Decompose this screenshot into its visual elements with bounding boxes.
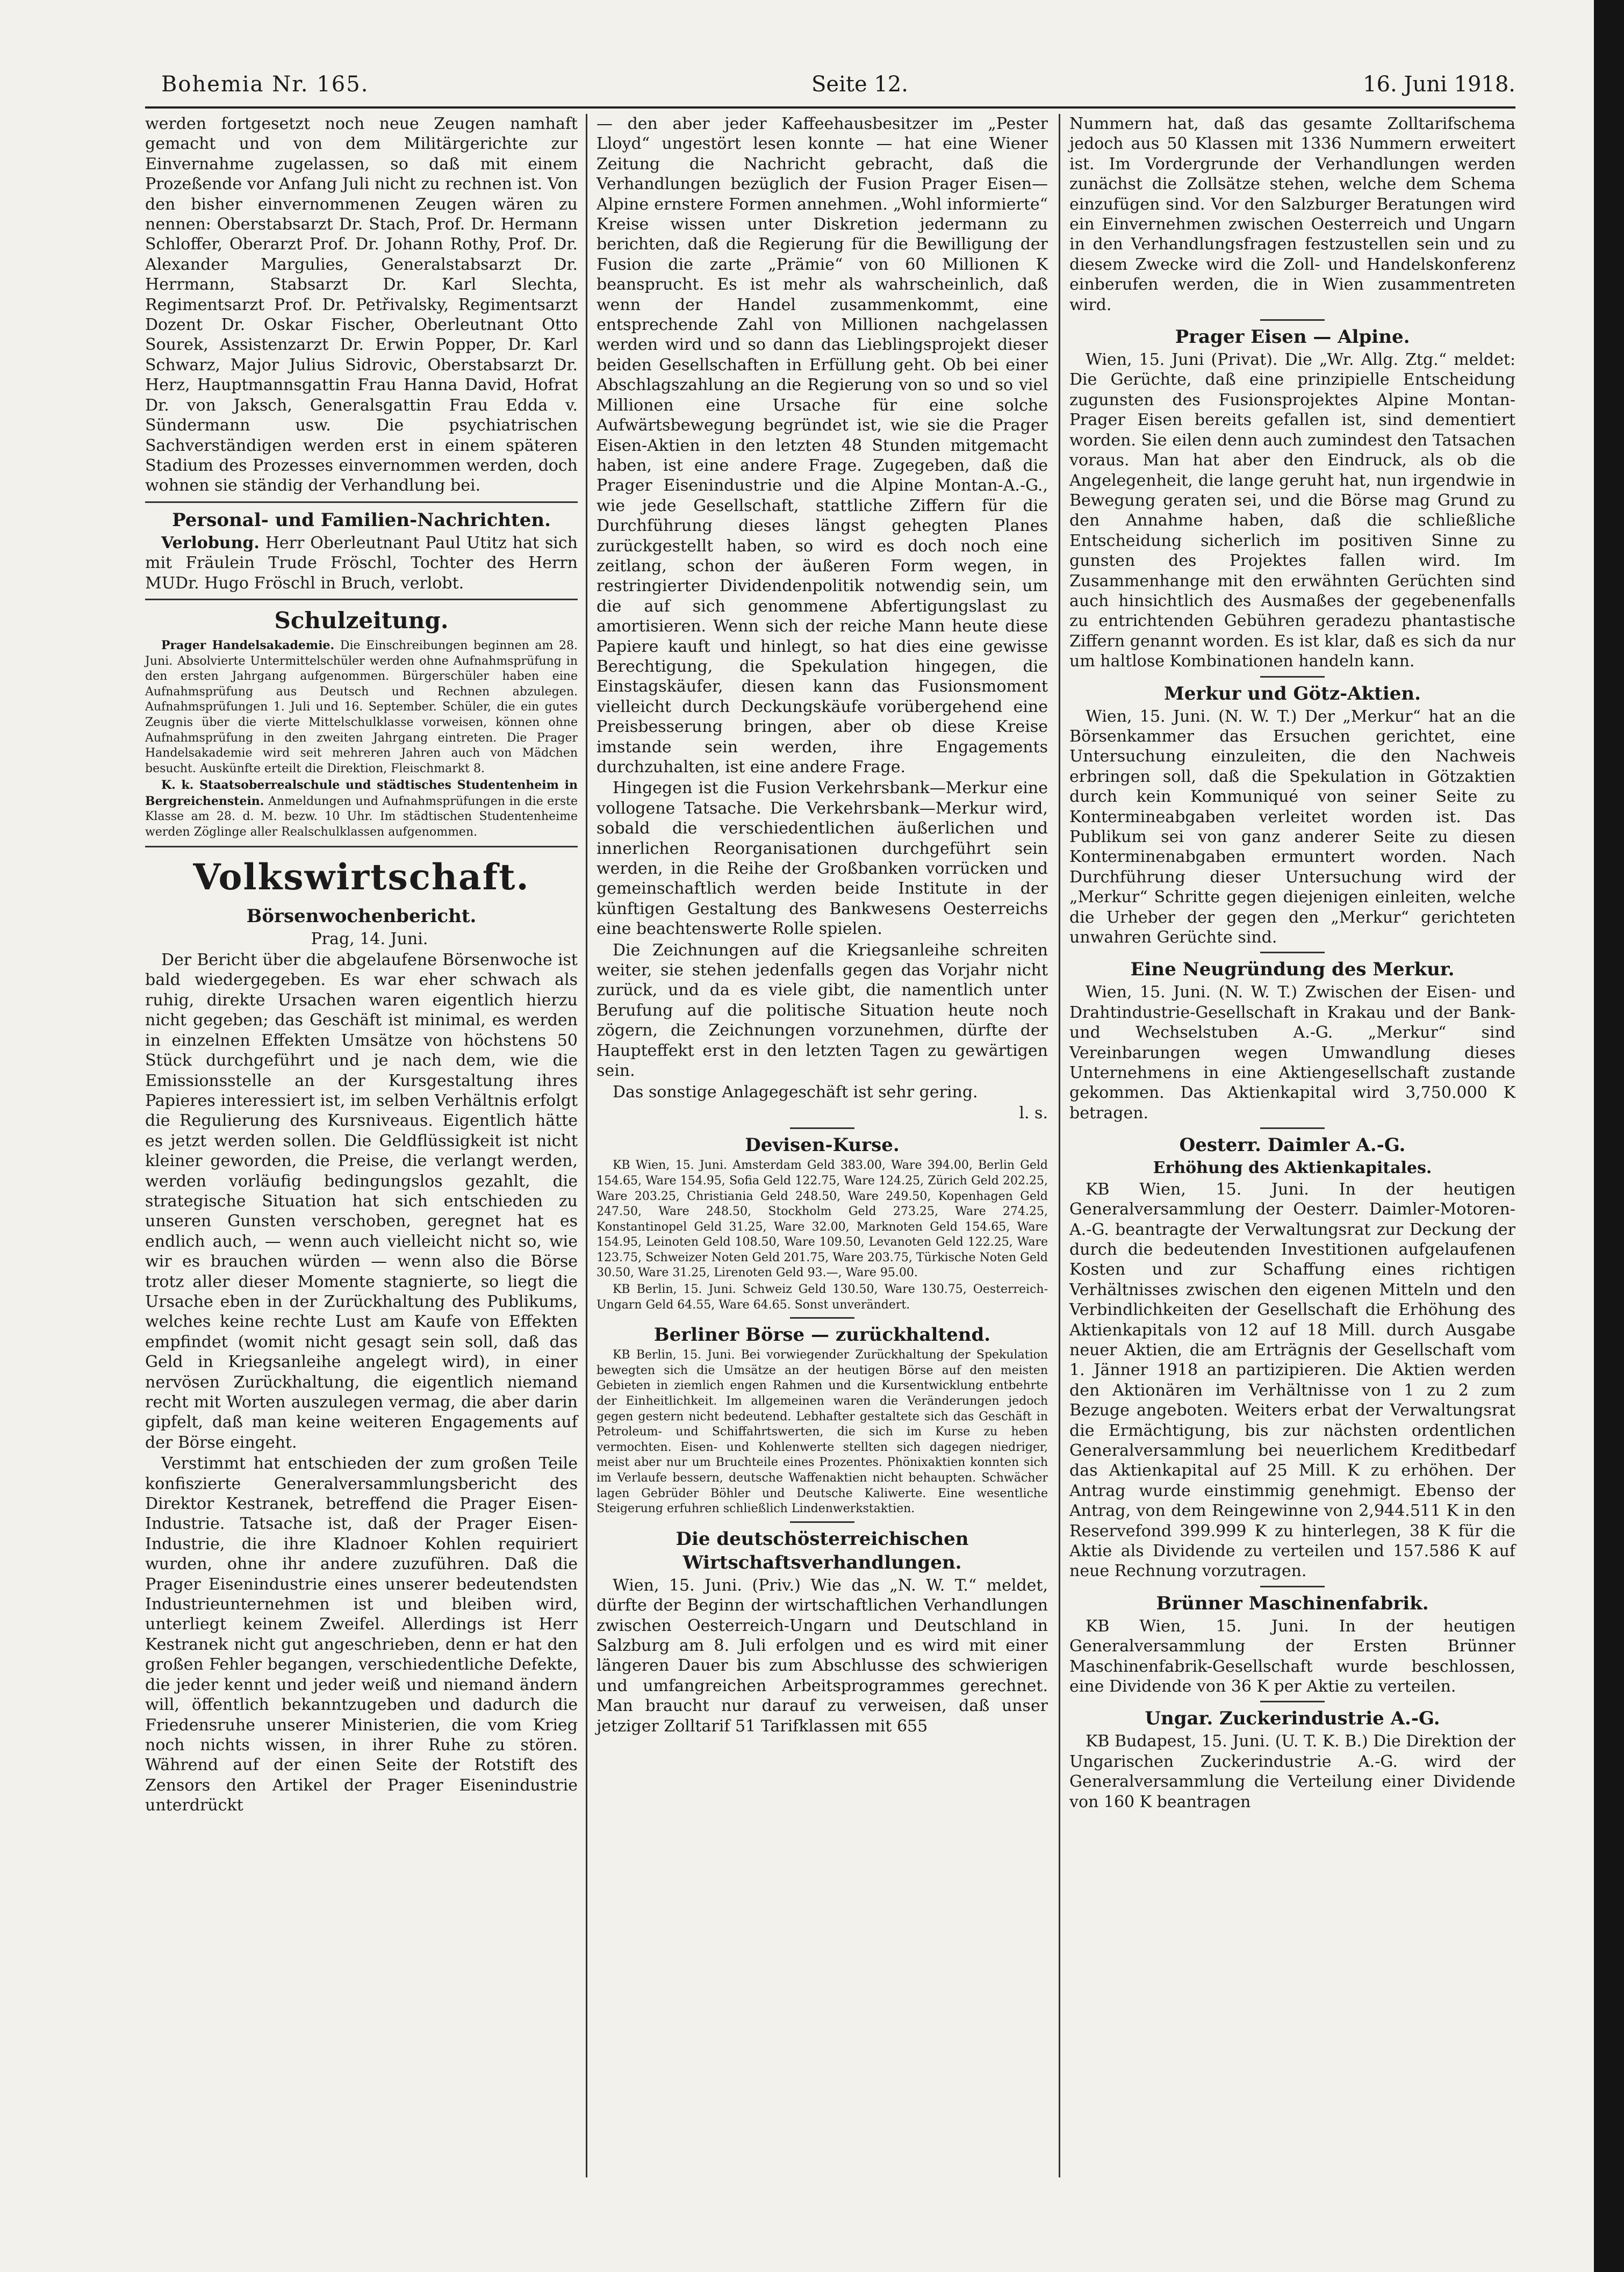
column-2 bbox=[597, 114, 1048, 1737]
news-item bbox=[145, 638, 578, 776]
article-heading: Devisen-Kurse. bbox=[745, 1134, 900, 1156]
article-text: KB Berlin, 15. Juni. Bei vorwiegender Zurückhaltung der Spekulation bewegten sich die Umsätze an der heutigen Börse auf den meisten Gebieten in ziemlich engen Rahmen und die Kursentwicklung entbehrte der Einheitlichkeit. Im allgemeinen waren die Veränderungen jedoch gegen gestern nicht bedeutend. Lebhafter gestaltete sich das Geschäft in Petroleum- und Schiffahrtswerten, die sich im Kurse zu heben vermochten. Eisen- und Kohlenwerte stellten sich dagegen niedriger, meist aber nur um Bruchteile eines Prozentes. Phönixaktien konnten sich im Verlaufe bessern, deutsche Waffenaktien nicht behaupten. Schwächer lagen Gebrüder Böhler und Deutsche Kaliwerte. Eine wesentliche Steigerung erfuhren schließlich Lindenwerkstaktien. bbox=[597, 1348, 1048, 1516]
signature: l. s. bbox=[1019, 1103, 1048, 1123]
article-heading: Die deutschösterreichischen Wirtschaftsverhandlungen. bbox=[676, 1528, 969, 1573]
item-text: Herr Oberleutnant Paul Utitz hat sich mit Fräulein Trude Fröschl, Tochter des Herrn MUDr. Hugo Fröschl in Bruch, verlobt. bbox=[145, 533, 578, 593]
article-subheading: Erhöhung des Aktienkapitales. bbox=[1153, 1159, 1432, 1178]
masthead-issue: Bohemia Nr. 165. bbox=[161, 72, 369, 97]
article-text: Der Bericht über die abgelaufene Börsenwoche ist bald wiedergegeben. Es war eher schwach als ruhig, direkte Ursachen waren eigentlich hierzu nicht gegeben; das Geschäft ist minimal, es werden in einzelnen Effekten Umsätze von höchstens 50 Stück durchgeführt und je nach dem, wie die Emissionsstelle an der Kursgestaltung ihres Papieres interessiert ist, im selben Verhältnis erfolgt die Regulierung des Kursniveaus. Eigentlich hätte es jetzt werden sollen. Die Geldflüssigkeit ist nicht kleiner geworden, die Preise, die verlangt werden, werden vorläufig bedingungslos gezahlt, die strategische Situation hat sich entschieden zu unseren Gunsten verschoben, geregnet hat es endlich auch, — wenn auch vielleicht nicht so, wie wir es brauchen würden — wenn also die Börse trotz aller dieser Momente stagnierte, so liegt die Ursache eben in der Zurückhaltung des Publikums, welches keine rechte Lust am Kaufe von Effekten empfindet (womit nicht gesagt sein soll, daß das Geld in Kriegsanleihe angelegt wird), in einer nervösen Zurückhaltung, die eigentlich niemand recht mit Worten auszulegen vermag, die aber darin gipfelt, daß man keine weiteren Engagements auf der Börse eingeht. bbox=[145, 951, 578, 1452]
item-label: K. k. Staatsoberrealschule und städtisches Studentenheim in Bergreichenstein. bbox=[145, 778, 578, 808]
article-text: KB Wien, 15. Juni. In der heutigen Generalversammlung der Ersten Brünner Maschinenfabrik-Gesellschaft wurde beschlossen, eine Dividende von 36 K per Aktie zu verteilen. bbox=[1069, 1616, 1515, 1696]
section-rule bbox=[145, 501, 578, 503]
item-label: Verlobung. bbox=[161, 533, 260, 552]
column-divider bbox=[586, 114, 587, 2177]
item-text: Die Einschreibungen beginnen am 28. Juni. Absolvierte Untermittelschüler werden ohne Aufnahmsprüfung in den ersten Jahrgang aufgenommen. Bürgerschüler haben eine Aufnahmsprüfung aus Deutsch und Rechnen abzulegen. Aufnahmsprüfungen 1. Juli und 16. September. Schüler, die ein gutes Zeugnis über die vierte Mittelschulklasse vorweisen, können ohne Aufnahmsprüfung in den zweiten Jahrgang eintreten. Die Prager Handelsakademie wird seit mehreren Jahren auch von Mädchen besucht. Auskünfte erteilt die Direktion, Fleischmarkt 8. bbox=[145, 638, 578, 775]
column-1 bbox=[145, 114, 578, 1817]
article-text: Wien, 15. Juni. (N. W. T.) Der „Merkur“ hat an die Börsenkammer das Ersuchen gerichtet, eine Untersuchung einzuleiten, die den Nachweis erbringen soll, daß die Spekulation in Götzaktien durch kein Kommuniqué von seiner Seite zu Kontermineabgaben verleitet worden ist. Das Publikum sei von ganz anderer Seite zu diesen Konterminenabgaben ermuntert worden. Nach Durchführung dieser Untersuchung wird der „Merkur“ Schritte gegen diejenigen einleiten, welche die Urheber der gegen den „Merkur“ gerichteten unwahren Gerüchte sind. bbox=[1069, 707, 1515, 947]
article-text: Wien, 15. Juni. (N. W. T.) Zwischen der Eisen- und Drahtindustrie-Gesellschaft in Krakau und der Bank- und Wechselstuben A.-G. „Merkur“ sind Vereinbarungen wegen Umwandlung dieses Unternehmens in eine Aktiengesellschaft zustande gekommen. Das Aktienkapital wird 3,750.000 K betragen. bbox=[1069, 983, 1515, 1123]
section-rule bbox=[790, 1127, 854, 1129]
section-heading: Personal- und Familien-Nachrichten. bbox=[172, 509, 551, 531]
section-rule bbox=[145, 846, 578, 847]
column-3 bbox=[1069, 114, 1515, 1813]
page-number: Seite 12. bbox=[811, 72, 908, 97]
page-date: 16. Juni 1918. bbox=[1363, 72, 1515, 97]
section-heading: Volkswirtschaft. bbox=[193, 855, 530, 898]
section-rule bbox=[1260, 1127, 1325, 1129]
article-heading: Brünner Maschinenfabrik. bbox=[1156, 1592, 1429, 1614]
article-heading: Ungar. Zuckerindustrie A.-G. bbox=[1145, 1708, 1440, 1730]
section-rule bbox=[1260, 319, 1325, 321]
section-rule bbox=[145, 599, 578, 600]
article-text: Das sonstige Anlagegeschäft ist sehr gering. bbox=[613, 1082, 978, 1102]
news-item bbox=[145, 533, 578, 593]
article-text: Wien, 15. Juni. (Priv.) Wie das „N. W. T.“ meldet, dürfte der Beginn der wirtschaftlichen Verhandlungen zwischen Oesterreich-Ungarn und Deutschland in Salzburg am 8. Juli erfolgen und es wird mit einer längeren Dauer bis zum Abschlusse des schwierigen und umfangreichen Arbeitsprogrammes gerechnet. Man braucht nur darauf zu verweisen, daß unser jetziger Zolltarif 51 Tarifklassen mit 655 bbox=[597, 1576, 1048, 1736]
article-text: Die Zeichnungen auf die Kriegsanleihe schreiten weiter, sie stehen jedenfalls gegen das Vorjahr nicht zurück, und da es viele gibt, die namentlich unter Berufung auf die politische Situation heute noch zögern, die Zeichnungen vorzunehmen, dürfte der Haupteffekt erst in den letzten Tagen zu gewärtigen sein. bbox=[597, 940, 1048, 1081]
header-rule bbox=[145, 106, 1515, 109]
article-text: Verstimmt hat entschieden der zum großen Teile konfiszierte Generalversammlungsbericht des Direktor Kestranek, betreffend die Prager Eisen-Industrie. Tatsache ist, daß der Prager Eisen-Industrie, die ihre Kladnoer Kohlen requiriert wurden, ohne ihr andere zuzuführen. Daß die Prager Eisenindustrie eines unserer bedeutendsten Industrieunternehmen ist und bleiben wird, unterliegt keinem Zweifel. Allerdings ist Herr Kestranek nicht gut angeschrieben, denn er hat den großen Fehler begangen, verschiedentliche Defekte, die jeder kennt und jeder weiß und niemand ändern will, öffentlich bekanntzugeben und dadurch die Friedensruhe unserer Ministerien, die vom Krieg noch nichts wissen, in ihrer Ruhe zu stören. Während auf der einen Seite der Rotstift des Zensors den Artikel der Prager Eisenindustrie unterdrückt bbox=[145, 1454, 578, 1815]
article-text: KB Berlin, 15. Juni. Schweiz Geld 130.50, Ware 130.75, Oesterreich-Ungarn Geld 64.55, Ware 64.65. Sonst unverändert. bbox=[597, 1283, 1048, 1312]
news-item bbox=[145, 778, 578, 840]
article-heading: Eine Neugründung des Merkur. bbox=[1130, 959, 1455, 981]
article-text: KB Wien, 15. Juni. In der heutigen Generalversammlung der Oesterr. Daimler-Motoren-A.-G. beantragte der Verwaltungsrat zur Deckung der durch die bedeutenden Investitionen aufgelaufenen Kosten und zur Schaffung eines richtigen Verhältnisses zwischen den eigenen Mitteln und den Verbindlichkeiten der Gesellschaft die Erhöhung des Aktienkapitals von 12 auf 18 Mill. durch Ausgabe neuer Aktien, die am Erträgnis der Gesellschaft vom 1. Jänner 1918 an partizipieren. Die Aktien werden den Aktionären im Verhältnisse von 1 zu 2 zum Bezuge angeboten. Weiters erbat der Verwaltungsrat die Ermächtigung, bis zur nächsten ordentlichen Generalversammlung bei neuerlichem Kreditbedarf das Aktienkapital auf 25 Mill. K zu erhöhen. Der Antrag wurde einstimmig genehmigt. Ebenso der Antrag, von dem Reingewinne von 2,944.511 K in den Reservefond 399.999 K zu hinterlegen, 38 K für die Aktie als Dividende zu verteilen und 157.586 K auf neue Rechnung vorzutragen. bbox=[1069, 1180, 1515, 1581]
section-rule bbox=[1260, 1701, 1325, 1702]
newspaper-page bbox=[129, 64, 1515, 2203]
article-text: KB Wien, 15. Juni. Amsterdam Geld 383.00, Ware 394.00, Berlin Geld 154.65, Ware 154.95, Sofia Geld 122.75, Ware 124.25, Zürich Geld 202.25, Ware 203.25, Christiania Geld 248.50, Ware 249.50, Kopenhagen Geld 247.50, Ware 248.50, Stockholm Geld 273.25, Ware 274.25, Konstantinopel Geld 31.25, Ware 32.00, Marknoten Geld 154.65, Ware 154.95, Leinoten Geld 108.50, Ware 109.50, Levanoten Geld 122.25, Ware 123.75, Schweizer Noten Geld 201.75, Ware 203.75, Türkische Noten Geld 30.50, Ware 31.25, Lirenoten Geld 93.—, Ware 95.00. bbox=[597, 1159, 1048, 1280]
item-text: Anmeldungen und Aufnahmsprüfungen in die erste Klasse am 28. d. M. bezw. 10 Uhr. Im städtischen Studentenheime werden Zöglinge aller Realschulklassen aufgenommen. bbox=[145, 794, 578, 839]
item-label: Prager Handelsakademie. bbox=[161, 638, 335, 652]
article-text: Wien, 15. Juni (Privat). Die „Wr. Allg. Ztg.“ meldet: Die Gerüchte, daß eine prinzipielle Entscheidung zugunsten des Fusionsprojektes Alpine Montan-Prager Eisen bereits gefallen ist, sind dementiert worden. Sie eilen denn auch zumindest den Tatsachen voraus. Man hat aber den Eindruck, als ob die Angelegenheit, die lange geruht hat, nun irgendwie in Bewegung geraten sei, und die Börse mag Grund zu den Annahme haben, daß die schließliche Entscheidung sicherlich im positiven Sinne zu gunsten des Projektes fallen wird. Im Zusammenhange mit den erwähnten Gerüchten sind auch hinsichtlich des Ausmaßes der gegebenenfalls zu entrichtenden Gebühren geradezu phantastische Ziffern genannt worden. Es ist klar, daß es sich da nur um haltlose Kombinationen handeln kann. bbox=[1069, 350, 1515, 671]
article-heading: Merkur und Götz-Aktien. bbox=[1164, 682, 1421, 704]
article-text: Nummern hat, daß das gesamte Zolltarifschema jedoch aus 50 Klassen mit 1336 Nummern erweitert ist. Im Vordergrunde der Verhandlungen werden zunächst die Zollsätze stehen, welche dem Schema einzufügen sind. Vor den Salzburger Beratungen wird ein Einvernehmen zwischen Oesterreich und Ungarn in den Verhandlungsfragen festzustellen sein und zu diesem Zwecke wird die Zoll- und Handelskonferenz einberufen werden, die in Wien zusammentreten wird. bbox=[1069, 114, 1515, 314]
section-rule bbox=[790, 1521, 854, 1523]
article-heading: Prager Eisen — Alpine. bbox=[1175, 326, 1410, 348]
dateline: Prag, 14. Juni. bbox=[311, 929, 428, 948]
section-rule bbox=[1260, 676, 1325, 678]
page-header bbox=[129, 64, 1515, 102]
column-divider bbox=[1059, 114, 1060, 2177]
article-text: — den aber jeder Kaffeehausbesitzer im „Pester Lloyd“ ungestört lesen konnte — hat eine Wiener Zeitung die Nachricht gebracht, daß die Verhandlungen bezüglich der Fusion Prager Eisen—Alpine ernstere Formen annehmen. „Wohl informierte“ Kreise wissen unter Diskretion jedermann zu berichten, daß die Regierung für die Bewilligung der Fusion die zarte „Prämie“ von 60 Millionen K beansprucht. Es ist mehr als wahrscheinlich, daß wenn der Handel zusammenkommt, eine entsprechende Zahl von Millionen nachgelassen werden wird und so dann das Lieblingsprojekt dieser beiden Gesellschaften in Erfüllung geht. Ob bei einer Abschlagszahlung an die Regierung von so und so viel Millionen eine Ursache für eine solche Aufwärtsbewegung begründet ist, wie sie die Prager Eisen-Aktien in den letzten 48 Stunden mitgemacht haben, ist eine andere Frage. Zugegeben, daß die Prager Eisenindustrie und die Alpine Montan-A.-G., wie jede Gesellschaft, stattliche Ziffern für die Durchführung dieses längst gehegten Planes zurückgestellt haben, so wird es doch noch eine zeitlang, schon der äußeren Form wegen, in restringierter Dividendenpolitik notwendig sein, um die auf sich genommene Abfertigungslast zu amortisieren. Wenn sich der reiche Mann heute diese Papiere kauft und hinlegt, so hat dies eine gewisse Berechtigung, die Spekulation hingegen, die Einstagskäufer, diesen kann das Fusionsmoment vielleicht durch Deckungskäufe vorübergehend eine Preisbesserung bringen, aber ob diese Kreise imstande sein werden, ihre Engagements durchzuhalten, ist eine andere Frage. bbox=[597, 114, 1048, 776]
section-rule bbox=[790, 1317, 854, 1319]
article-text: Hingegen ist die Fusion Verkehrsbank—Merkur eine vollogene Tatsache. Die Verkehrsbank—Merkur wird, sobald die verschiedentlichen äußerlichen und innerlichen Reorganisationen durchgeführt sein werden, in die Reihe der Großbanken vorrücken und gemeinschaftlich werden beide Institute in der künftigen Gestaltung des Bankwesens Oesterreichs eine beachtenswerte Rolle spielen. bbox=[597, 779, 1048, 939]
article-text: KB Budapest, 15. Juni. (U. T. K. B.) Die Direktion der Ungarischen Zuckerindustrie A.-G. wird der Generalversammlung die Verteilung einer Dividende von 160 K beantragen bbox=[1069, 1732, 1515, 1811]
scan-edge bbox=[1594, 0, 1624, 2272]
article-heading: Berliner Börse — zurückhaltend. bbox=[653, 1324, 991, 1346]
section-rule bbox=[1260, 952, 1325, 953]
section-rule bbox=[1260, 1586, 1325, 1587]
section-heading: Schulzeitung. bbox=[274, 607, 449, 634]
article-text: werden fortgesetzt noch neue Zeugen namhaft gemacht und von dem Militärgerichte zur Einvernahme zugelassen, so daß mit einem Prozeßende vor Anfang Juli nicht zu rechnen ist. Von den bisher einvernommenen Zeugen wären zu nennen: Oberstabsarzt Dr. Stach, Prof. Dr. Hermann Schloffer, Oberarzt Prof. Dr. Johann Rothy, Prof. Dr. Alexander Margulies, Generalstabsarzt Dr. Herrmann, Stabsarzt Dr. Karl Slechta, Regimentsarzt Prof. Dr. Petřivalsky, Regimentsarzt Dozent Dr. Oskar Fischer, Oberleutnant Otto Sourek, Assistenzarzt Dr. Erwin Popper, Dr. Karl Schwarz, Major Julius Sidrovic, Oberstabsarzt Dr. Herz, Hauptmannsgattin Frau Hanna David, Hofrat Dr. von Jaksch, Generalsgattin Frau Edda v. Sündermann usw. Die psychiatrischen Sachverständigen werden erst in einem späteren Stadium des Prozesses einvernommen werden, doch wohnen sie ständig der Verhandlung bei. bbox=[145, 114, 578, 495]
article-heading: Oesterr. Daimler A.-G. bbox=[1179, 1134, 1406, 1156]
article-heading: Börsenwochenbericht. bbox=[246, 905, 477, 927]
